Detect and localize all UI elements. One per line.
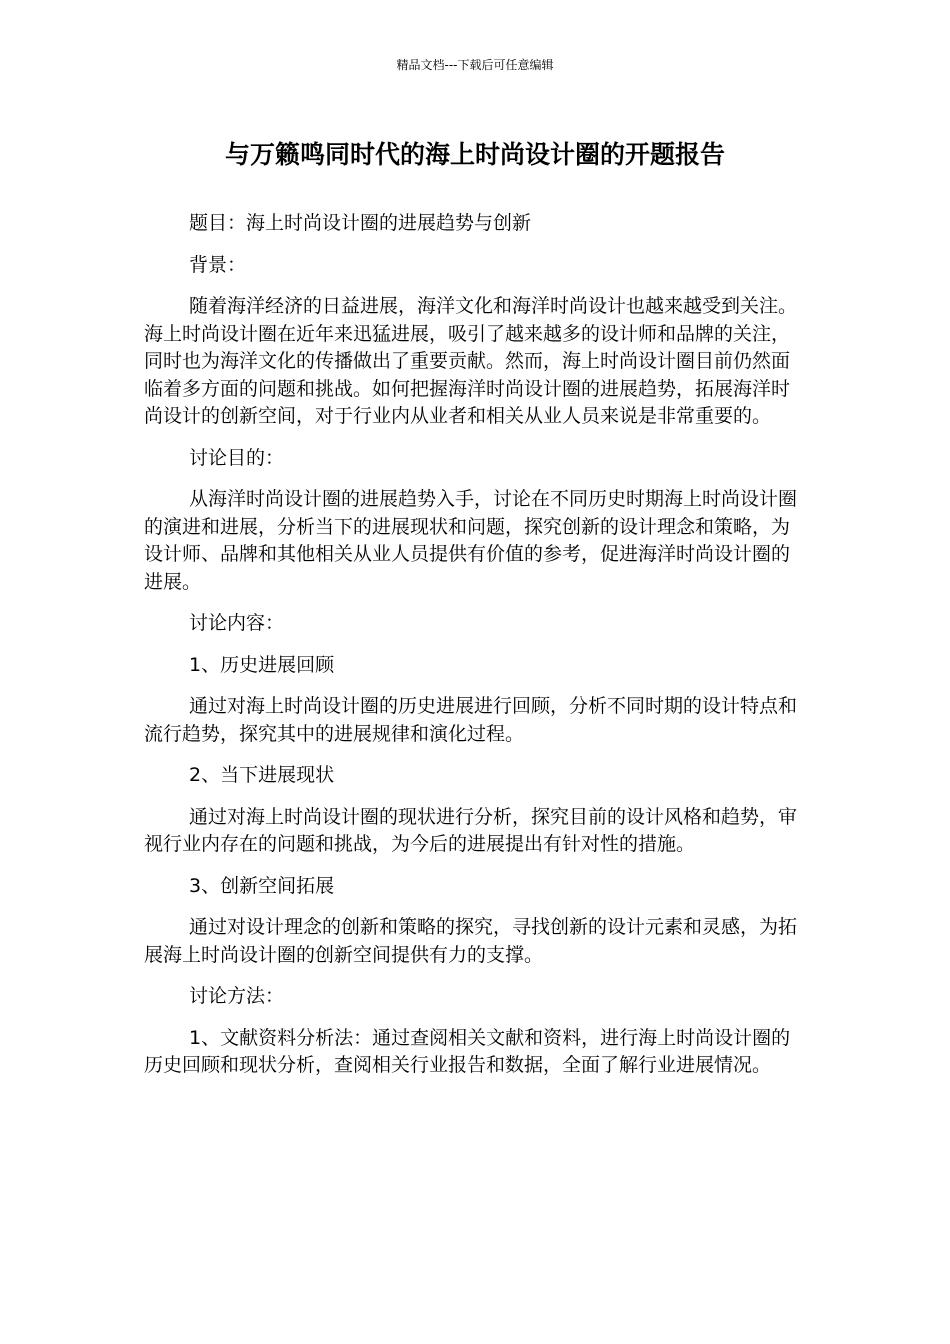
content-item-2-heading: 2、当下进展现状	[189, 764, 335, 786]
document-title: 与万籁鸣同时代的海上时尚设计圈的开题报告	[224, 140, 725, 169]
method-heading: 讨论方法：	[189, 985, 285, 1007]
content-item-2-paragraph: 通过对海上时尚设计圈的现状进行分析，探究目前的设计风格和趋势，审视行业内存在的问题和挑战，为今后的进展提出有针对性的措施。	[144, 805, 798, 855]
topic-line: 题目：海上时尚设计圈的进展趋势与创新	[189, 212, 532, 234]
content-item-3-paragraph: 通过对设计理念的创新和策略的探究，寻找创新的设计元素和灵感，为拓展海上时尚设计圈的创新空间提供有力的支撑。	[144, 916, 798, 966]
method-item-1-paragraph: 1、文献资料分析法：通过查阅相关文献和资料，进行海上时尚设计圈的历史回顾和现状分析，查阅相关行业报告和数据，全面了解行业进展情况。	[144, 1026, 791, 1076]
content-item-1-heading: 1、历史进展回顾	[189, 653, 335, 676]
content-item-1-paragraph: 通过对海上时尚设计圈的历史进展进行回顾，分析不同时期的设计特点和流行趋势，探究其中的进展规律和演化过程。	[144, 695, 798, 745]
content-item-3-heading: 3、创新空间拓展	[189, 874, 335, 897]
purpose-paragraph: 从海洋时尚设计圈的进展趋势入手，讨论在不同历史时期海上时尚设计圈的演进和进展，分析当下的进展现状和问题，探究创新的设计理念和策略，为设计师、品牌和其他相关从业人员提供有价值的参考，促进海洋时尚设计圈的进展。	[144, 488, 798, 593]
content-heading: 讨论内容：	[189, 612, 285, 634]
header-note: 精品文档---下载后可任意编辑	[396, 58, 554, 72]
purpose-heading: 讨论目的：	[189, 446, 285, 469]
document-body	[144, 210, 806, 1094]
background-heading: 背景：	[189, 253, 247, 276]
background-paragraph: 随着海洋经济的日益进展，海洋文化和海洋时尚设计也越来越受到关注。海上时尚设计圈在近年来迅猛进展，吸引了越来越多的设计师和品牌的关注，同时也为海洋文化的传播做出了重要贡献。然而，海上时尚设计圈目前仍然面临着多方面的问题和挑战。如何把握海洋时尚设计圈的进展趋势，拓展海洋时尚设计的创新空间，对于行业内从业者和相关从业人员来说是非常重要的。	[144, 295, 798, 427]
